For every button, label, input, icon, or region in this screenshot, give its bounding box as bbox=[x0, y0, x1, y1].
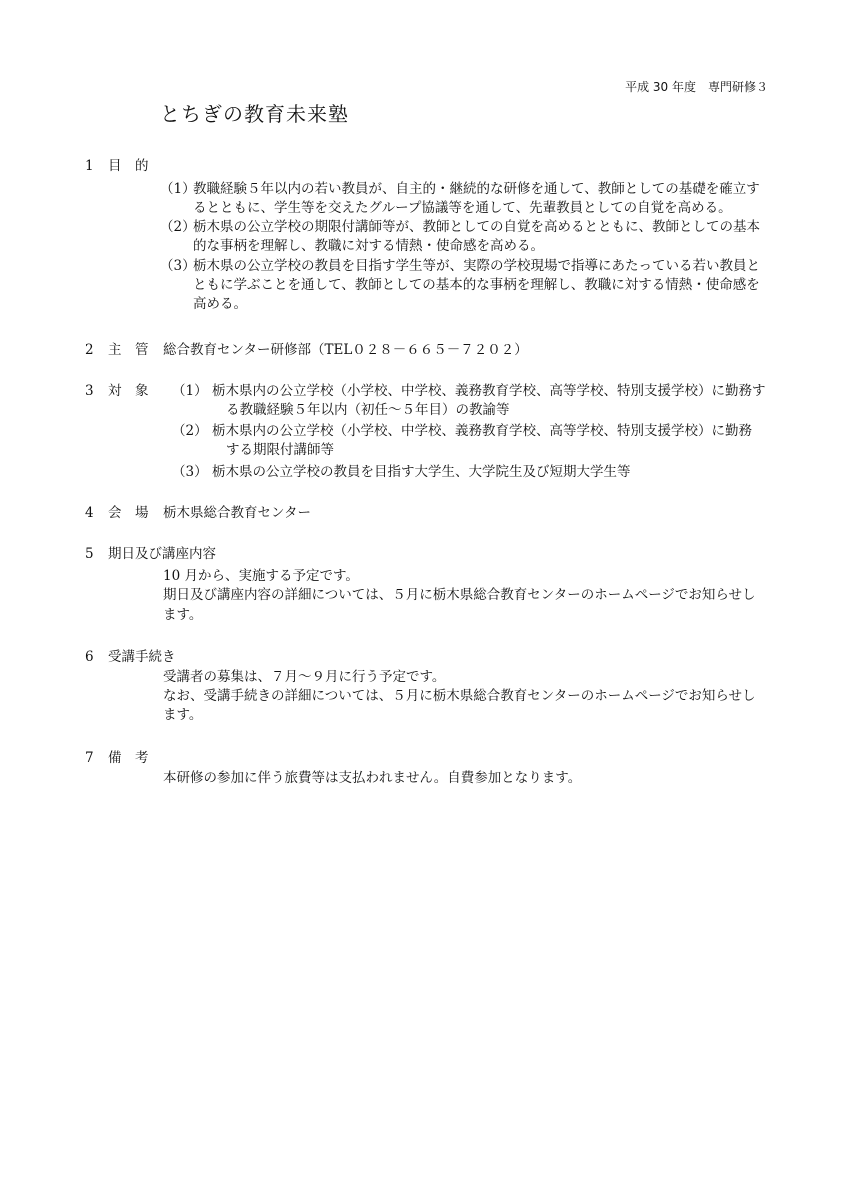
item-line: るとともに、学生等を交えたグループ協議等を通して、先輩教員としての自覚を高める。 bbox=[193, 200, 732, 216]
item-label: （3） bbox=[160, 258, 196, 274]
item-line: 栃木県の公立学校の教員を目指す学生等が、実際の学校現場で指導にあたっている若い教員と bbox=[193, 258, 760, 274]
body-line: 本研修の参加に伴う旅費等は支払われません。自費参加となります。 bbox=[163, 770, 582, 786]
section-number: 2 bbox=[85, 342, 94, 358]
section-number: 5 bbox=[85, 546, 94, 562]
section-heading: 対 象 bbox=[108, 383, 149, 399]
item-label: （2） bbox=[172, 423, 208, 439]
item-label: （2） bbox=[160, 219, 196, 235]
item-line: 栃木県の公立学校の期限付講師等が、教師としての自覚を高めるとともに、教師としての基本 bbox=[193, 219, 760, 235]
section-heading: 受講手続き bbox=[108, 649, 176, 665]
item-line: 高める。 bbox=[193, 296, 247, 312]
item-label: （1） bbox=[172, 383, 208, 399]
section-number: 3 bbox=[85, 383, 94, 399]
item-line: る教職経験５年以内（初任～５年目）の教諭等 bbox=[226, 402, 510, 418]
section-heading: 目 的 bbox=[108, 158, 149, 174]
section-heading: 会 場 bbox=[108, 505, 149, 521]
item-label: （1） bbox=[160, 181, 196, 197]
section-heading: 期日及び講座内容 bbox=[108, 546, 216, 562]
item-label: （3） bbox=[172, 464, 208, 480]
item-line: 的な事柄を理解し、教職に対する情熱・使命感を高める。 bbox=[193, 238, 544, 254]
body-line: 10 月から、実施する予定です。 bbox=[163, 568, 359, 584]
section-number: 4 bbox=[85, 505, 94, 521]
section-heading: 備 考 bbox=[108, 750, 149, 766]
document-title: とちぎの教育未来塾 bbox=[160, 102, 349, 126]
body-line: なお、受講手続きの詳細については、５月に栃木県総合教育センターのホームページでお知らせし bbox=[163, 688, 756, 704]
item-line: 栃木県内の公立学校（小学校、中学校、義務教育学校、高等学校、特別支援学校）に勤務す bbox=[212, 383, 766, 399]
item-line: する期限付講師等 bbox=[226, 442, 334, 458]
body-line: ます。 bbox=[163, 707, 203, 723]
document-reference: 平成 30 年度 専門研修３ bbox=[625, 80, 768, 94]
venue-text: 栃木県総合教育センター bbox=[163, 505, 311, 521]
section-number: 6 bbox=[85, 649, 94, 665]
body-line: ます。 bbox=[163, 607, 203, 623]
section-heading: 主 管 bbox=[108, 342, 149, 358]
section-number: 1 bbox=[85, 158, 94, 174]
body-line: 受講者の募集は、７月～９月に行う予定です。 bbox=[163, 669, 446, 685]
item-line: ともに学ぶことを通して、教師としての基本的な事柄を理解し、教職に対する情熱・使命感を bbox=[193, 277, 760, 293]
section-number: 7 bbox=[85, 750, 94, 766]
item-line: 栃木県内の公立学校（小学校、中学校、義務教育学校、高等学校、特別支援学校）に勤務 bbox=[212, 423, 752, 439]
item-line: 教職経験５年以内の若い教員が、自主的・継続的な研修を通して、教師としての基礎を確立す bbox=[193, 181, 760, 197]
body-line: 期日及び講座内容の詳細については、５月に栃木県総合教育センターのホームページでお知らせし bbox=[163, 587, 756, 603]
organizer-text: 総合教育センター研修部（TEL０２８－６６５－７２０２） bbox=[163, 342, 528, 358]
item-line: 栃木県の公立学校の教員を目指す大学生、大学院生及び短期大学生等 bbox=[212, 464, 631, 480]
